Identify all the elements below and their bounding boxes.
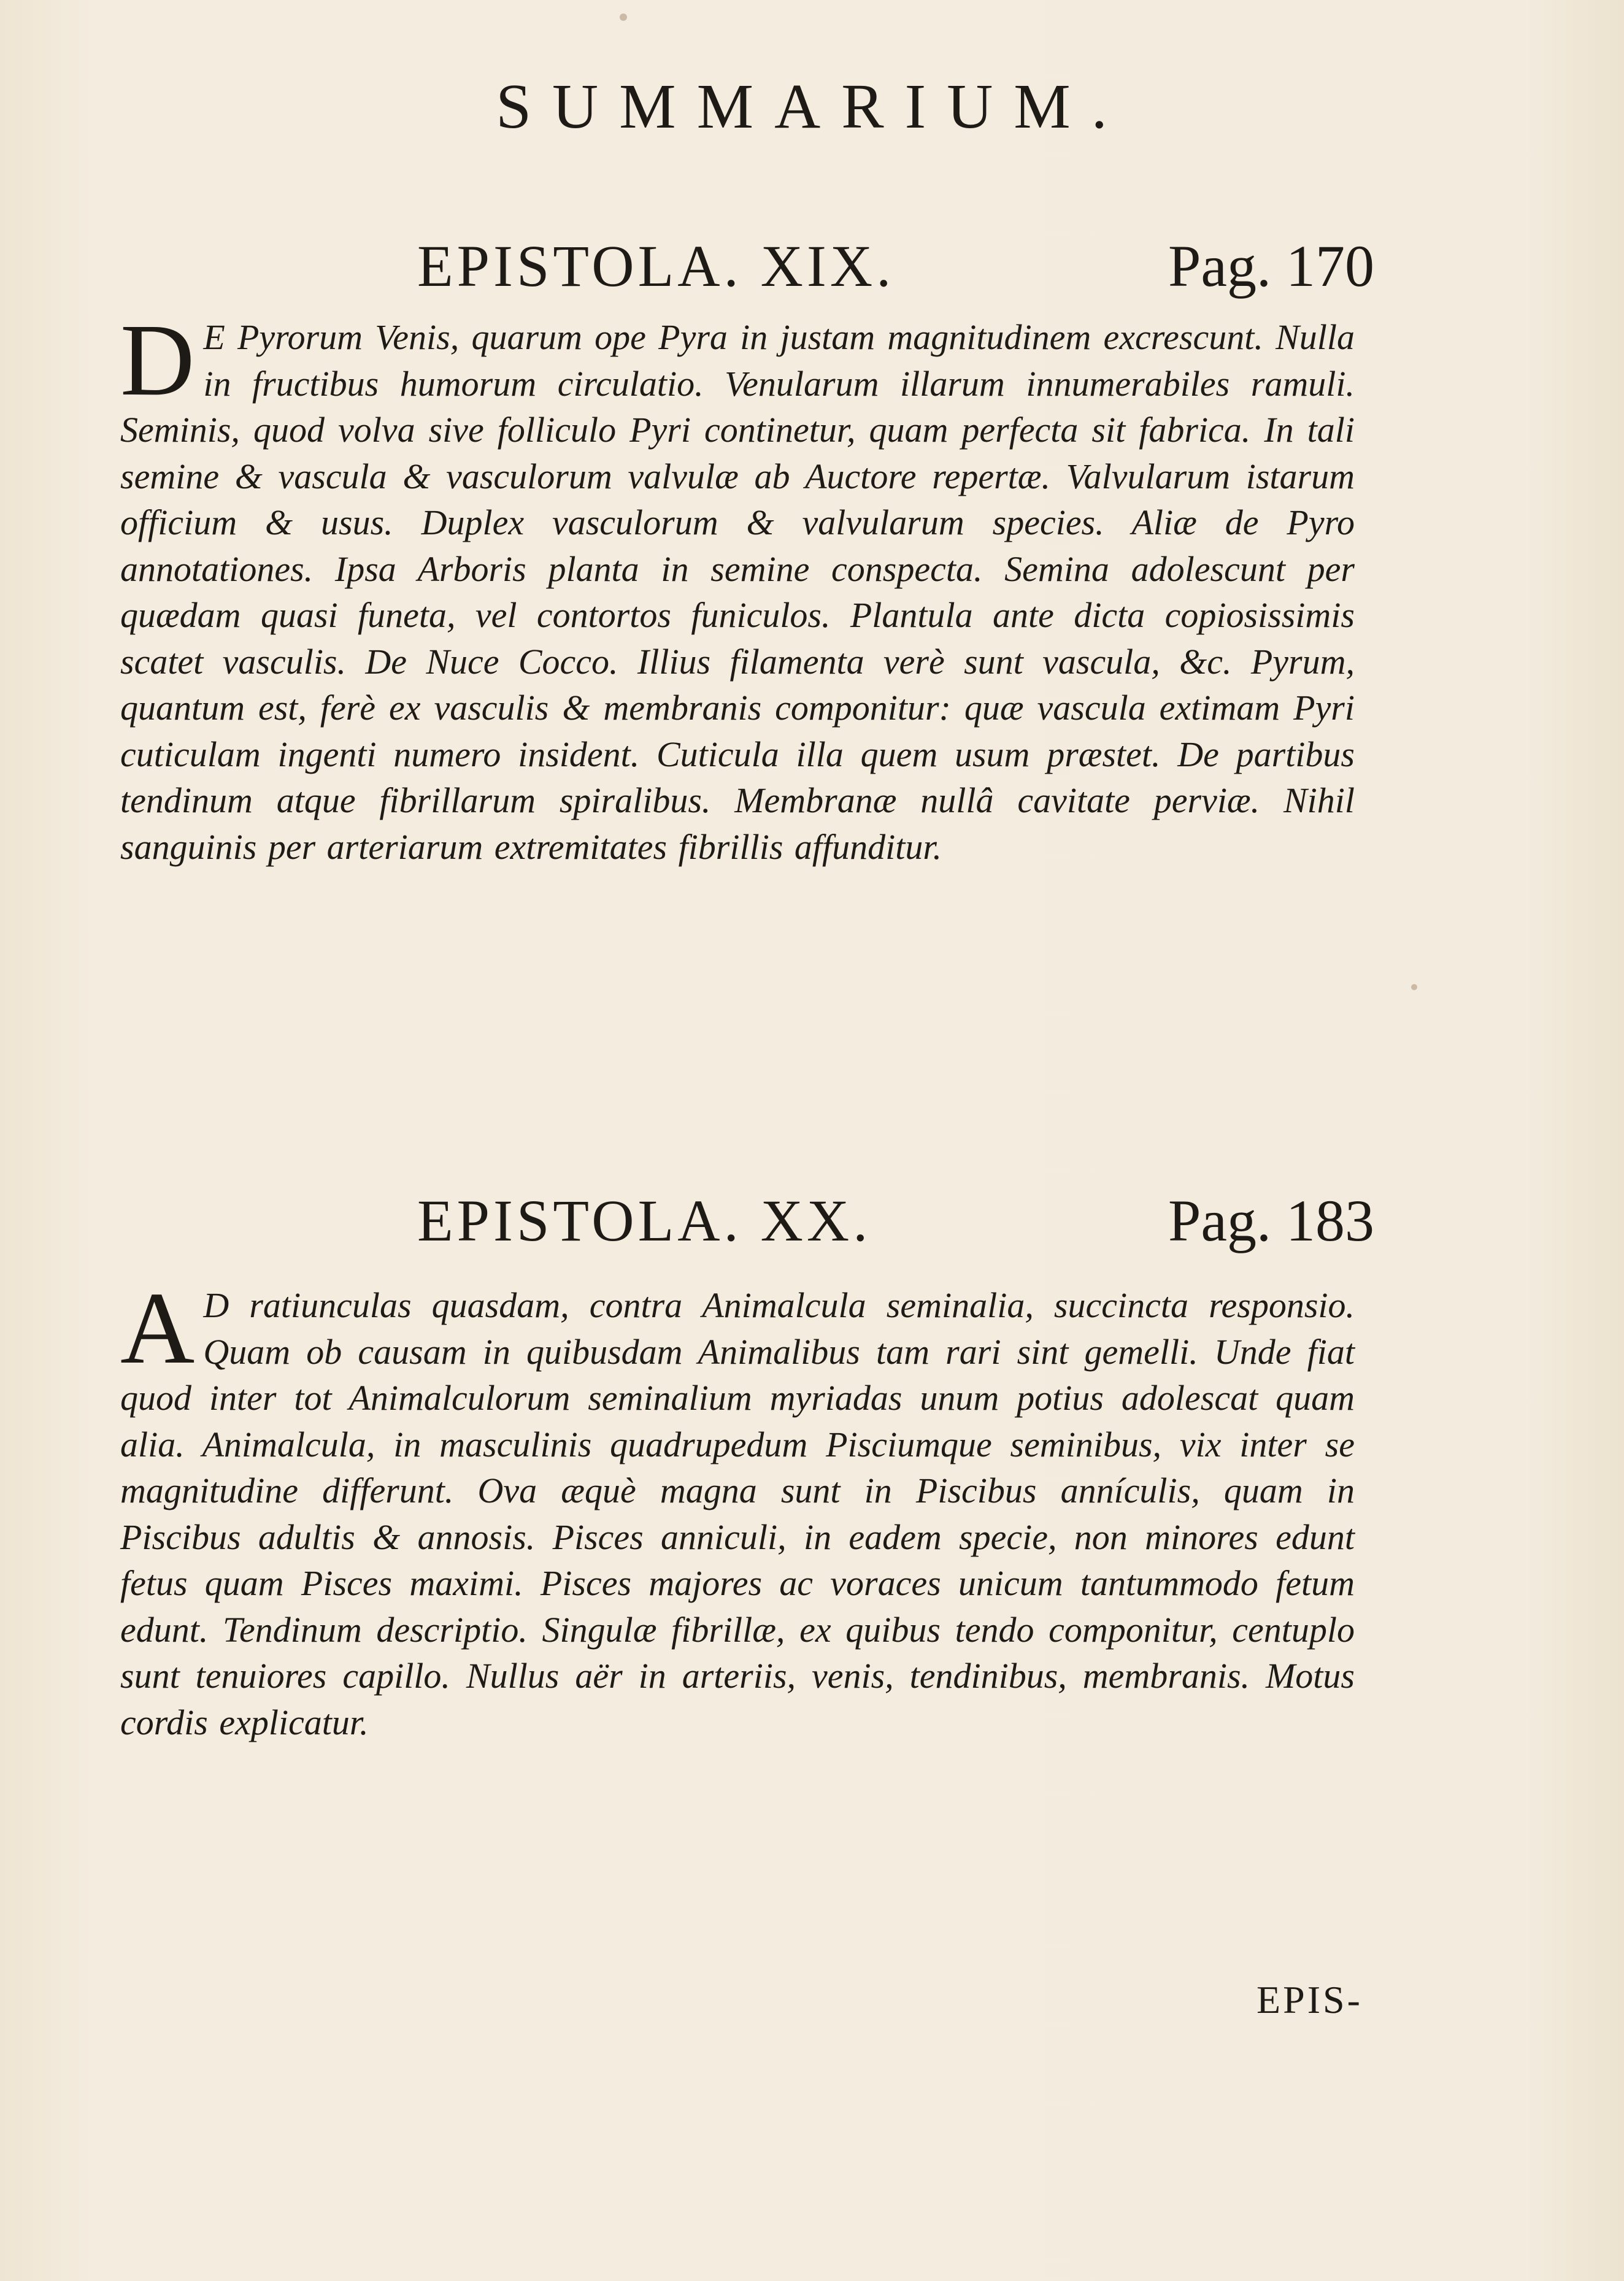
epistola-19-text: E Pyrorum Venis, quarum ope Pyra in justam magnitudinem excrescunt. Nulla in fructibus humorum circulatio. Venularum illarum innumerabiles ramuli. Seminis, quod volva sive folliculo Pyri continetur, quam perfecta sit fabrica. In tali semine & vascula & vasculorum valvulæ ab Auctore repertæ. Valvularum istarum officium & usus. Duplex vasculorum & valvularum species. Aliæ de Pyro annotationes. Ipsa Arboris planta in semine conspecta. Semina adolescunt per quædam quasi funeta, vel contortos funiculos. Plantula ante dicta copiosissimis scatet vasculis. De Nuce Cocco. Illius filamenta verè sunt vascula, &c. Pyrum, quantum est, ferè ex vasculis & membranis componitur: quæ vascula extimam Pyri cuticulam ingenti numero insident. Cuticula illa quem usum præstet. De partibus tendinum atque fibrillarum spiralibus. Membranæ nullâ cavitate perviæ. Nihil sanguinis per arteriarum extremitates fibrillis affunditur. bbox=[120, 317, 1355, 867]
epistola-20-summary bbox=[120, 1271, 1355, 1745]
epistola-19-drop-cap: D bbox=[120, 303, 195, 417]
epistola-19-summary bbox=[120, 303, 1355, 870]
ink-speck bbox=[1411, 984, 1417, 990]
epistola-20-page-ref: Pag. 183 bbox=[1168, 1188, 1374, 1253]
ink-speck bbox=[620, 13, 627, 21]
epistola-19-title: EPISTOLA. XIX. bbox=[417, 233, 895, 299]
epistola-20-title: EPISTOLA. XX. bbox=[417, 1188, 872, 1253]
catchword: EPIS- bbox=[1256, 1978, 1363, 2021]
epistola-20-drop-cap: A bbox=[120, 1271, 195, 1385]
epistola-19-page-ref: Pag. 170 bbox=[1168, 233, 1374, 299]
running-title: SUMMARIUM. bbox=[496, 71, 1128, 142]
epistola-20-text: D ratiunculas quasdam, contra Animalcula seminalia, succincta responsio. Quam ob causam in quibusdam Animalibus tam rari sint gemelli. Unde fiat quod inter tot Animalculorum seminalium myriadas unum potius adolescat quam alia. Animalcula, in masculinis quadrupedum Pisciumque seminibus, vix inter se magnitudine differunt. Ova æquè magna sunt in Piscibus annículis, quam in Piscibus adultis & annosis. Pisces anniculi, in eadem specie, non minores edunt fetus quam Pisces maximi. Pisces majores ac voraces unicum tantummodo fetum edunt. Tendinum descriptio. Singulæ fibrillæ, ex quibus tendo componitur, centuplo sunt tenuiores capillo. Nullus aër in arteriis, venis, tendinibus, membranis. Motus cordis explicatur. bbox=[120, 1285, 1355, 1742]
